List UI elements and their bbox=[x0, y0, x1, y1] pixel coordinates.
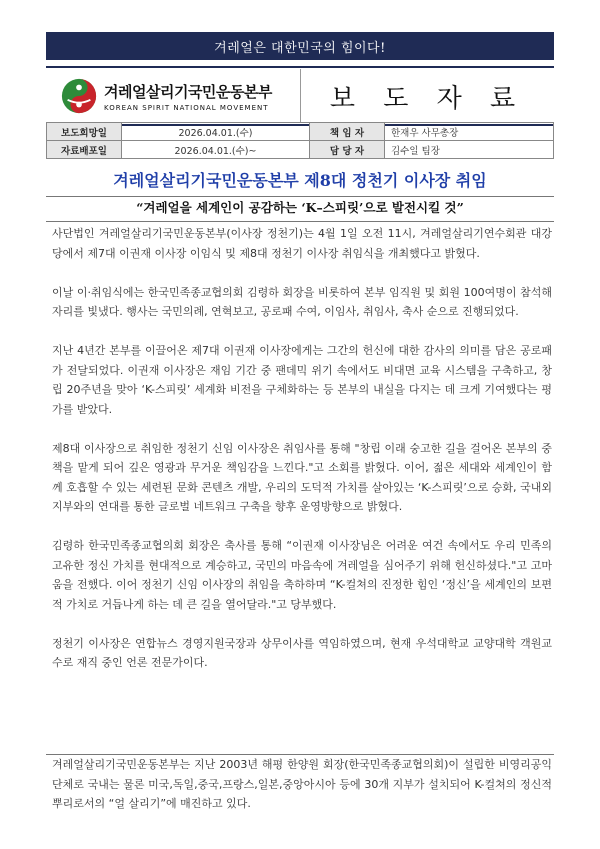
article-paragraph: 정천기 이사장은 연합뉴스 경영지원국장과 상무이사를 역임하였으며, 현재 우석대학교 교양대학 객원교수로 재직 중인 언론 전문가이다. bbox=[52, 636, 552, 669]
article-paragraph: 김령하 한국민족종교협의회 회장은 축사를 통해 “이권재 이사장님은 어려운 여건 속에서도 우리 민족의 고유한 정신 가치를 현대적으로 계승하고, 국민의 마음속에 겨레얼을 심어주기 위해 헌신하셨다."고 고마움을 전했다. 이어 정천기 신임 이사장의 취임을 축하하며 “K-컬쳐의 진정한 힘인 ‘정신’을 세계인의 보편적 가치로 거듭나게 하는 데 큰 길을 열어달라."고 당부했다. bbox=[52, 539, 552, 611]
article-paragraph: 제8대 이사장으로 취임한 정천기 신임 이사장은 취임사를 통해 "창립 이래 숭고한 길을 걸어온 본부의 중책을 맡게 되어 깊은 영광과 무거운 책임감을 느낀다."고 소회를 밝혔다. 이어, 젊은 세대와 세계인이 함께 호흡할 수 있는 세련된 문화 콘텐츠 개발, 우리의 도덕적 가치를 살아있는 ‘K-스피릿’으로 승화, 국내외 지부와의 연대를 통한 글로벌 네트워크 구축을 향후 운영방향으로 밝혔다. bbox=[52, 441, 552, 513]
contact-person-label: 담 당 자 bbox=[310, 141, 385, 159]
slogan-text: 겨레얼은 대한민국의 힘이다! bbox=[214, 40, 386, 56]
document-header bbox=[46, 66, 554, 126]
release-date-label: 보도희망일 bbox=[47, 123, 122, 141]
article-body bbox=[52, 224, 552, 673]
release-info-row bbox=[47, 123, 554, 141]
slogan-banner bbox=[46, 32, 554, 60]
release-info-row bbox=[47, 141, 554, 159]
document-type-title: 보 도 자 료 bbox=[329, 83, 526, 114]
organization-logo bbox=[46, 69, 300, 123]
responsible-person-value: 한재우 사무총장 bbox=[385, 123, 554, 141]
organization-name-english: KOREAN SPIRIT NATIONAL MOVEMENT bbox=[104, 103, 269, 112]
organization-name-korean: 겨레얼살리기국민운동본부 bbox=[104, 82, 272, 101]
responsible-person-label: 책 임 자 bbox=[310, 123, 385, 141]
contact-person-value: 김수일 팀장 bbox=[385, 141, 554, 159]
taegeuk-logo-icon bbox=[60, 77, 98, 115]
article-paragraph: 지난 4년간 본부를 이끌어온 제7대 이권재 이사장에게는 그간의 헌신에 대한 감사의 의미를 담은 공로패가 전달되었다. 이권재 이사장은 재임 기간 중 팬데믹 위기 속에서도 비대면 교육 시스템을 구축하고, 창립 20주년을 맞아 ‘K-스피릿’ 세계화 비전을 구체화하는 등 본부의 내실을 다지는 데 크게 기여했다는 평가를 받았다. bbox=[52, 344, 552, 416]
distribution-date-label: 자료배포일 bbox=[47, 141, 122, 159]
release-info-table bbox=[46, 122, 554, 159]
distribution-date-value: 2026.04.01.(수)~ bbox=[122, 141, 310, 159]
article-paragraph: 사단법인 겨레얼살리기국민운동본부(이사장 정천기)는 4월 1일 오전 11시, 겨레얼살리기연수회관 대강당에서 제7대 이권재 이사장 이임식 및 제8대 정천기 이사장 취임식을 개최했다고 밝혔다. bbox=[52, 227, 552, 260]
release-date-value: 2026.04.01.(수) bbox=[122, 123, 310, 141]
subhead-bottom-rule bbox=[46, 221, 554, 222]
press-subheadline: “겨레얼을 세계인이 공감하는 ‘K–스피릿’으로 발전시킬 것” bbox=[136, 200, 464, 215]
subhead-top-rule bbox=[46, 196, 554, 197]
press-headline: 겨레얼살리기국민운동본부 제8대 정천기 이사장 취임 bbox=[113, 171, 487, 190]
organization-note: 겨레얼살리기국민운동본부는 지난 2003년 해평 한양원 회장(한국민족종교협의회)이 설립한 비영리공익단체로 국내는 물론 미국,독일,중국,프랑스,일본,중앙아시아 등에 30개 지부가 설치되어 K-컬쳐의 정신적 뿌리로서의 “얼 살리기”에 매진하고 있다. bbox=[52, 758, 552, 810]
article-paragraph: 이날 이·취임식에는 한국민족종교협의회 김령하 회장을 비롯하여 본부 임직원 및 회원 100여명이 참석해 자리를 빛냈다. 행사는 국민의례, 연혁보고, 공로패 수여, 이임사, 취임사, 축사 순으로 진행되었다. bbox=[52, 285, 552, 318]
